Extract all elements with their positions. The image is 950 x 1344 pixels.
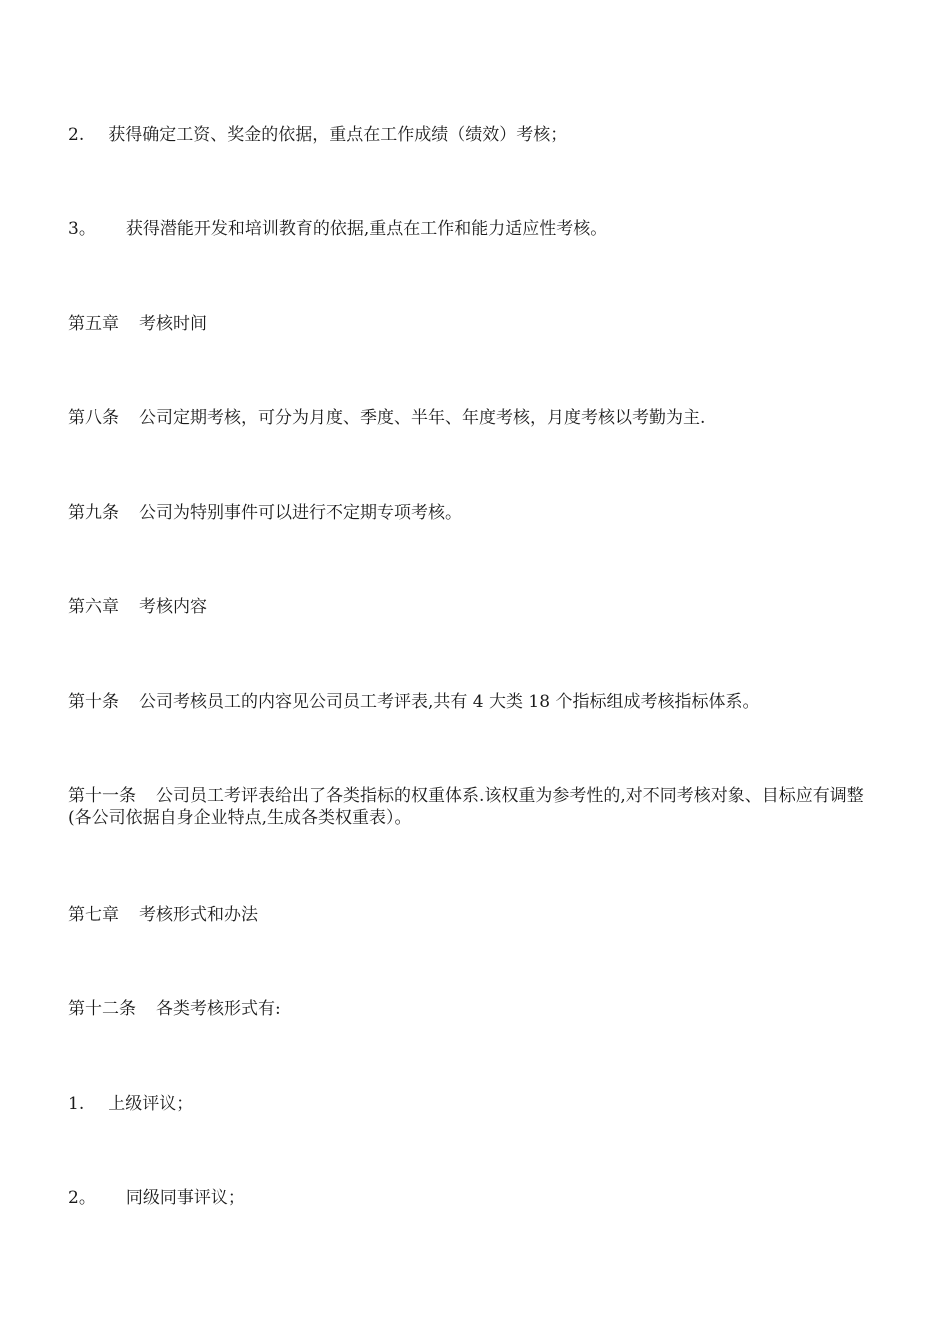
article-text: 公司员工考评表给出了各类指标的权重体系.该权重为参考性的,对不同考核对象、目标应有调整(各公司依据自身企业特点,生成各类权重表）。 [68,786,864,828]
list-number: 3。 [68,219,96,239]
chapter-label: 第五章 [68,314,119,334]
article-label: 第十条 [68,692,119,712]
list-number: 2. [68,125,85,145]
article-text: 各类考核形式有: [156,999,281,1019]
list-item-2 [68,124,880,146]
chapter-heading-6 [68,596,880,618]
list-text: 获得潜能开发和培训教育的依据,重点在工作和能力适应性考核。 [125,219,608,239]
article-label: 第十二条 [68,999,136,1019]
article-text: 公司考核员工的内容见公司员工考评表,共有 4 大类 18 个指标组成考核指标体系。 [139,692,760,712]
chapter-title: 考核内容 [139,597,207,617]
article-8 [68,407,880,429]
list-number: 1. [68,1094,85,1114]
article-12 [68,998,880,1020]
list-text: 上级评议； [108,1094,194,1114]
article-text: 公司为特别事件可以进行不定期专项考核。 [139,503,462,523]
list-item-3 [68,218,880,240]
chapter-heading-7 [68,904,880,926]
article-label: 第八条 [68,408,119,428]
chapter-title: 考核时间 [139,314,207,334]
article-label: 第十一条 [68,786,136,806]
form-item-2 [68,1187,880,1209]
article-11 [68,785,880,829]
chapter-label: 第七章 [68,905,119,925]
article-text: 公司定期考核，可分为月度、季度、半年、年度考核，月度考核以考勤为主. [139,408,706,428]
form-item-1 [68,1093,880,1115]
chapter-title: 考核形式和办法 [139,905,258,925]
chapter-label: 第六章 [68,597,119,617]
article-label: 第九条 [68,503,119,523]
article-9 [68,502,880,524]
list-number: 2。 [68,1188,96,1208]
list-text: 获得确定工资、奖金的依据，重点在工作成绩（绩效）考核； [108,125,568,145]
chapter-heading-5 [68,313,880,335]
list-text: 同级同事评议； [125,1188,245,1208]
article-10 [68,691,880,713]
